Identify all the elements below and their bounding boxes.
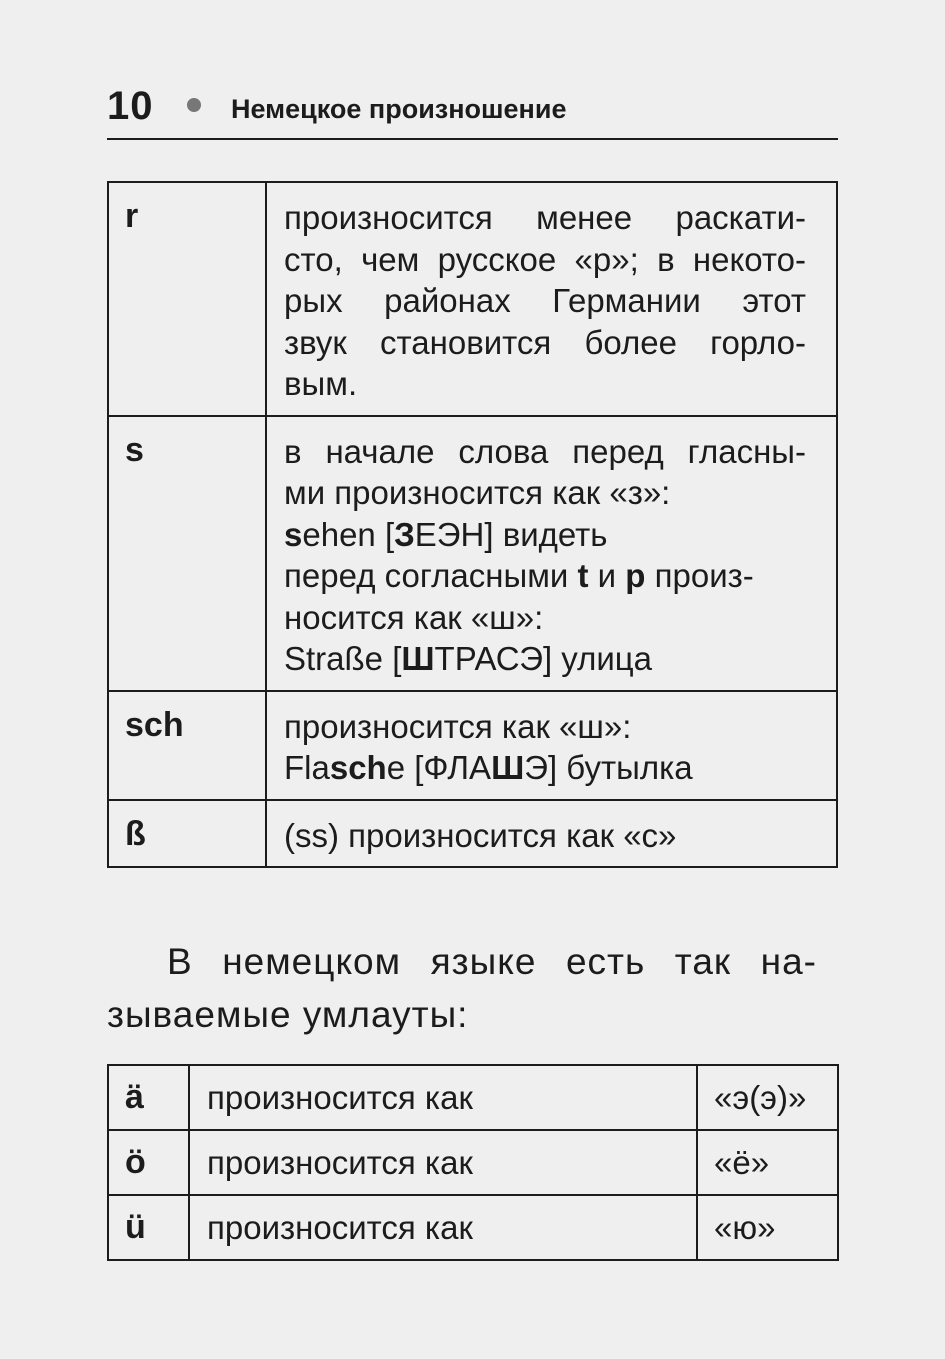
umlaut-text-cell: произносится как — [189, 1195, 697, 1260]
example-word: e [ФЛА — [386, 749, 492, 786]
example-line — [284, 747, 806, 789]
table-row — [108, 182, 837, 416]
description-line: вым. — [284, 365, 358, 402]
umlaut-sound-cell: «э(э)» — [697, 1065, 838, 1130]
letter-cell: sch — [108, 691, 266, 800]
description-line: звук становится более горло- — [284, 323, 806, 361]
bold-transcription-letter: Ш — [491, 749, 525, 786]
description-cell — [266, 691, 837, 800]
letters-table — [107, 181, 838, 868]
bold-letter: p — [625, 557, 646, 594]
umlaut-sound-cell: «ю» — [697, 1195, 838, 1260]
page-header — [107, 84, 838, 140]
bold-letters: sch — [329, 749, 387, 786]
umlaut-text-cell: произносится как — [189, 1065, 697, 1130]
example-line — [284, 638, 806, 680]
umlaut-text-cell: произносится как — [189, 1130, 697, 1195]
bold-letter: t — [577, 557, 589, 594]
paragraph-line: В немецком языке есть так на- — [167, 941, 817, 982]
page-number: 10 — [107, 84, 154, 128]
description-line: произносится как «ш»: — [284, 707, 632, 745]
example-word: Fla — [284, 749, 330, 786]
description-line — [284, 555, 806, 597]
umlaut-intro-paragraph — [107, 935, 817, 1041]
letter-cell: s — [108, 416, 266, 691]
text-fragment: произ- — [645, 557, 754, 594]
example-word: Straße [ — [284, 640, 402, 677]
umlaut-letter-cell: ö — [108, 1130, 189, 1195]
description-line: (ss) произносится как «с» — [284, 816, 677, 854]
description-line: рых районах Германии этот — [284, 282, 806, 319]
example-line — [284, 514, 806, 556]
table-row — [108, 800, 837, 868]
example-transcription: Э] бутылка — [524, 749, 693, 786]
umlaut-sound-cell: «ё» — [697, 1130, 838, 1195]
bold-transcription-letter: Ш — [401, 640, 435, 677]
text-fragment: перед согласными — [284, 557, 578, 594]
umlaut-letter-cell: ä — [108, 1065, 189, 1130]
description-line: сто, чем русское «р»; в некото- — [284, 240, 806, 278]
bold-transcription-letter: З — [394, 515, 415, 553]
table-row — [108, 1130, 838, 1195]
example-transcription: ЕЭН] видеть — [414, 515, 608, 553]
description-cell — [266, 800, 837, 868]
letter-cell: r — [108, 182, 266, 416]
umlauts-table — [107, 1064, 839, 1261]
paragraph-line: зываемые умлауты: — [107, 994, 469, 1035]
section-title: Немецкое произношение — [231, 94, 567, 124]
description-cell — [266, 182, 837, 416]
table-row — [108, 1195, 838, 1260]
description-line: в начале слова перед гласны- — [284, 432, 806, 470]
bold-letter: s — [284, 515, 303, 553]
table-row — [108, 416, 837, 691]
description-line: ми произносится как «з»: — [284, 474, 671, 511]
text-fragment: и — [588, 557, 626, 594]
example-transcription: ТРАСЭ] улица — [434, 640, 653, 677]
description-line: произносится менее раскати- — [284, 199, 806, 236]
table-row — [108, 1065, 838, 1130]
umlaut-letter-cell: ü — [108, 1195, 189, 1260]
bullet-dot-icon — [187, 98, 201, 112]
table-row — [108, 691, 837, 800]
description-line: носится как «ш»: — [284, 598, 544, 636]
description-cell — [266, 416, 837, 691]
example-word: ehen [ — [302, 515, 395, 553]
letter-cell: ß — [108, 800, 266, 868]
